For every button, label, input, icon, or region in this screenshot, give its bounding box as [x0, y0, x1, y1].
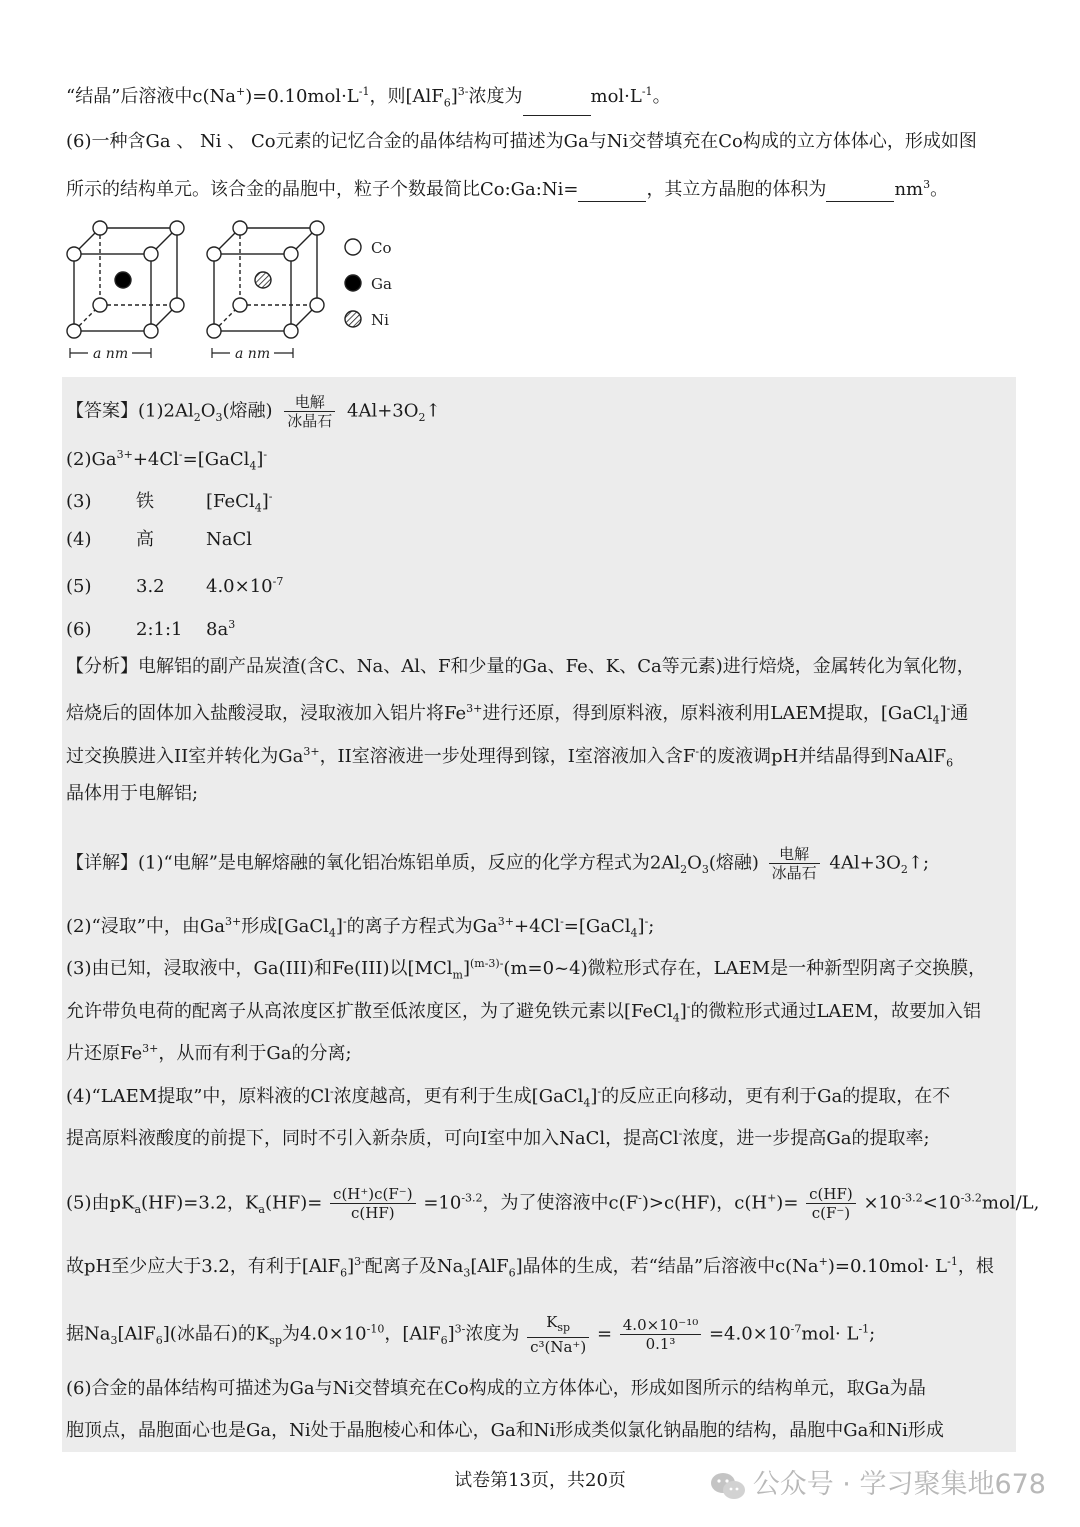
wechat-icon: [709, 1471, 747, 1501]
answer-blank: [523, 97, 591, 116]
question-6-line-1: (6)一种含Ga 、 Ni 、 Co元素的记忆合金的晶体结构可描述为Ga与Ni交替填充在Co构成的立方体体心，形成如图: [66, 131, 977, 152]
answer-blank: [826, 183, 894, 202]
detail-1: 【详解】(1)“电解”是电解熔融的氧化铝冶炼铝单质，反应的化学方程式为$2Al_2O_3$(熔融) $\frac{\text{电解}}{\text{冰晶石}}$ $4Al+3O_2↑$;: [66, 845, 930, 882]
legend-co: Co: [371, 239, 392, 257]
detail-5-line-2: 故pH至少应大于3.2，有利于$[AlF_6]^{3-}$配离子及$Na_3[AlF_6]$晶体的生成，若“结晶”后溶液中$c(Na^+)=0.10mol\cdot L^{-1}$，根: [66, 1255, 994, 1280]
dim-label-2: a nm: [235, 346, 271, 362]
analysis-line-3: 过交换膜进入II室并转化为$Ga^{3+}$，II室溶液进一步处理得到镓，I室溶液加入含F-的废液调pH并结晶得到NaAlF$_6$: [66, 745, 954, 770]
detail-3-line-3: 片还原$Fe^{3+}$，从而有利于Ga的分离;: [66, 1042, 352, 1064]
analysis-line-1: 【分析】电解铝的副产品炭渣(含C、Na、Al、F和少量的Ga、Fe、K、Ca等元素)进行焙烧，金属转化为氧化物，: [66, 656, 975, 677]
cube-ni-center: [207, 221, 324, 338]
watermark: 公众号 · 学习聚集地678: [709, 1462, 1046, 1501]
detail-6-line-1: (6)合金的晶体结构可描述为Ga与Ni交替填充在Co构成的立方体体心，形成如图所示的结构单元，取Ga为晶: [66, 1378, 926, 1399]
analysis-line-4: 晶体用于电解铝;: [66, 783, 199, 804]
answer-blank: [578, 183, 646, 202]
legend: [345, 239, 361, 327]
detail-4-line-2: 提高原料液酸度的前提下，同时不引入新杂质，可向I室中加入NaCl，提高Cl-浓度，进一步提高Ga的提取率;: [66, 1127, 930, 1149]
text-line-jiejing: “结晶”后溶液中$c(Na^+)=0.10mol\cdot L^{-1}$，则$[AlF_6]^{3-}$浓度为 $mol\cdot L^{-1}$。: [66, 80, 671, 116]
answer-1: 【答案】$(1)2Al_2O_3$(熔融) $\frac{\text{电解}}{\text{冰晶石}}$ $4Al+3O_2↑$: [66, 393, 441, 430]
detail-5-line-3: 据$Na_3[AlF_6]$(冰晶石)的$K_{sp}$为$4.0\times 10^{-10}$，$[AlF_6]^{3-}$浓度为 $\frac{K_{sp}}{\text{c³(Na⁺)}}$ = $\frac{\text{4.0×10⁻¹⁰}}{\text{0.1³}}$ $=4.0\times 10^{-7}mol\cdot L^{-1}$;: [66, 1313, 876, 1356]
detail-5-line-1: (5)由$pK_a(HF)=3.2$，$K_a(HF)=$ $\frac{c(H^+)c(F^-)}{c(HF)}$ $=10^{-3.2}$，为了使溶液中c(F-)>c(HF)，c(H+)= $\frac{c(HF)}{c(F^-)}$ $\times 10^{-3.2}<10^{-3.2}mol/L$,: [66, 1185, 1040, 1222]
answer-5: (5) 3.2 $4.0\times 10^{-7}$: [66, 575, 284, 597]
detail-3-line-2: 允许带负电荷的配离子从高浓度区扩散至低浓度区，为了避免铁元素以[FeCl$_4$]-的微粒形式通过LAEM，故要加入铝: [66, 1000, 981, 1025]
crystal-structure-figure: [60, 212, 420, 367]
answer-6: (6) 2:1:1 $8a^3$: [66, 618, 236, 640]
dim-label-1: a nm: [93, 346, 129, 362]
question-6-line-2: 所示的结构单元。该合金的晶胞中，粒子个数最简比Co:Ga:Ni= ，其立方晶胞的体积为 $nm^3$。: [66, 178, 949, 200]
analysis-line-2: 焙烧后的固体加入盐酸浸取，浸取液加入铝片将$Fe^{3+}$进行还原，得到原料液，原料液利用LAEM提取，[GaCl$_4$]-通: [66, 702, 969, 727]
legend-ni: Ni: [371, 311, 389, 329]
detail-6-line-2: 胞顶点，晶胞面心也是Ga，Ni处于晶胞棱心和体心，Ga和Ni形成类似氯化钠晶胞的结构，晶胞中Ga和Ni形成: [66, 1420, 944, 1441]
answer-3: (3) 铁 [FeCl$_4$]-: [66, 490, 273, 515]
answer-2: $(2)Ga^{3+}+4Cl^-=[GaCl_4]^-$: [66, 448, 268, 473]
detail-3-line-1: (3)由已知，浸取液中，Ga(III)和Fe(III)以$[MCl_m]^{(m-3)-}(m=0\sim 4)$微粒形式存在，LAEM是一种新型阴离子交换膜，: [66, 957, 987, 982]
legend-ga: Ga: [371, 275, 392, 293]
detail-4-line-1: (4)“LAEM提取”中，原料液的Cl-浓度越高，更有利于生成[GaCl$_4$]-的反应正向移动，更有利于Ga的提取，在不: [66, 1085, 951, 1110]
page-footer: 试卷第13页，共20页: [454, 1470, 626, 1491]
answer-4: (4) 高 NaCl: [66, 529, 253, 550]
cube-ga-center: [67, 221, 184, 338]
detail-2: (2)“浸取”中，由$Ga^{3+}$形成[GaCl$_4$]-的离子方程式为$Ga^{3+}+4Cl^-=[GaCl_4]^-$;: [66, 915, 655, 940]
